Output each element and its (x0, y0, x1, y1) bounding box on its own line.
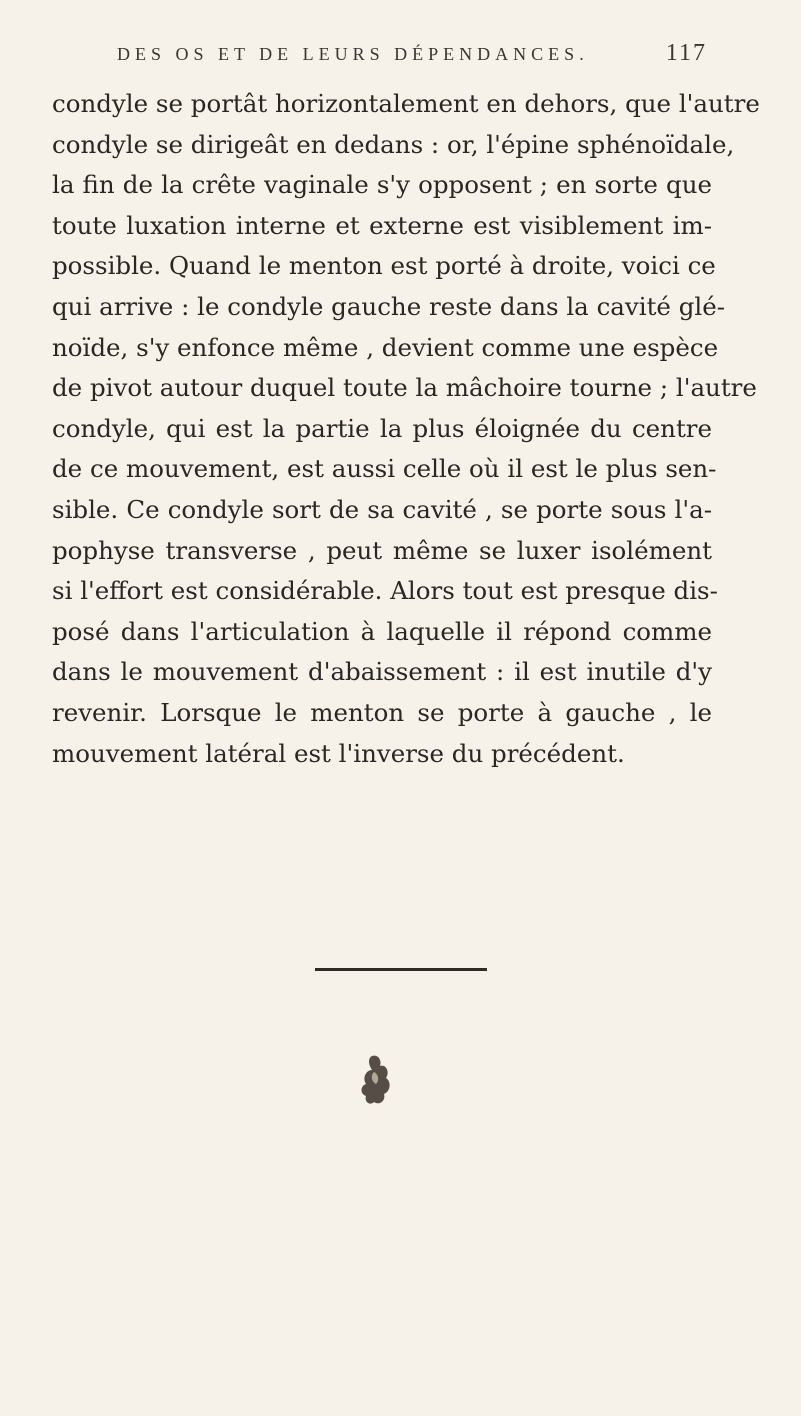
text-line: noïde, s'y enfonce même , devient comme une espèce (52, 332, 719, 362)
text-line: la fin de la crête vaginale s'y opposent ; en sorte que (52, 170, 712, 200)
text-line: qui arrive : le condyle gauche reste dans la cavité glé- (52, 291, 726, 321)
ink-stain-icon (352, 1052, 402, 1108)
running-head: DES OS ET DE LEURS DÉPENDANCES. (117, 44, 589, 64)
text-line: toute luxation interne et externe est visiblement im- (52, 210, 712, 240)
text-line: dans le mouvement d'abaissement : il est inutile d'y (52, 657, 712, 687)
text-line: de ce mouvement, est aussi celle où il est le plus sen- (52, 454, 717, 484)
text-line: de pivot autour duquel toute la mâchoire tourne ; l'autre (52, 373, 757, 403)
page-number: 117 (665, 40, 707, 66)
text-line: mouvement latéral est l'inverse du précédent. (52, 738, 625, 768)
text-line: posé dans l'articulation à laquelle il répond comme (52, 616, 712, 646)
text-line: pophyse transverse , peut même se luxer isolément (52, 535, 712, 565)
page-header (117, 40, 707, 80)
end-rule (315, 968, 487, 971)
text-line: sible. Ce condyle sort de sa cavité , se porte sous l'a- (52, 494, 712, 524)
text-line: condyle se portât horizontalement en dehors, que l'autre (52, 89, 760, 118)
text-line: condyle se dirigeât en dedans : or, l'épine sphénoïdale, (52, 129, 735, 159)
text-line: condyle, qui est la partie la plus éloignée du centre (52, 413, 712, 443)
text-line: si l'effort est considérable. Alors tout est presque dis- (52, 576, 718, 606)
text-line: revenir. Lorsque le menton se porte à gauche , le (52, 697, 712, 727)
body-text (52, 84, 760, 774)
text-line: possible. Quand le menton est porté à droite, voici ce (52, 251, 716, 281)
